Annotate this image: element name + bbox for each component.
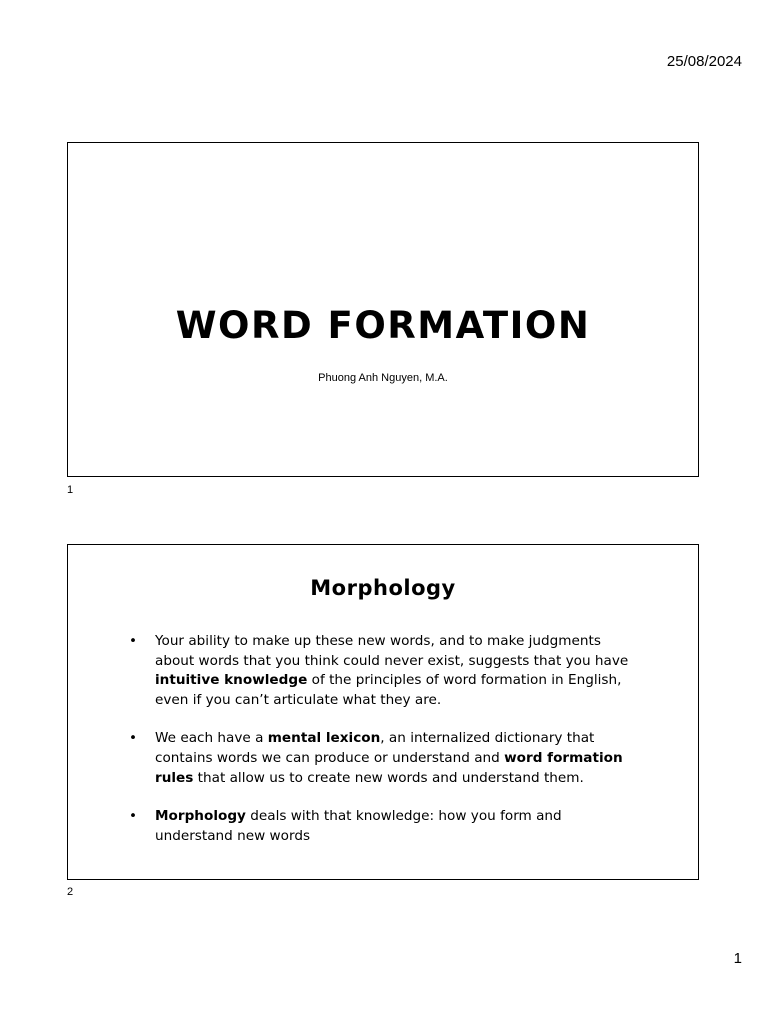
- date-header: 25/08/2024: [666, 53, 742, 70]
- bold-term: Morphology: [155, 808, 246, 825]
- slide-1: [67, 142, 699, 477]
- bullet-marker: •: [129, 730, 138, 747]
- bold-term: mental lexicon: [267, 730, 381, 747]
- slide-title: WORD FORMATION: [175, 304, 591, 347]
- bold-term: intuitive knowledge: [155, 672, 308, 689]
- page-number: 1: [733, 950, 742, 967]
- slide-2: [67, 544, 699, 880]
- slide-subtitle-author: Phuong Anh Nguyen, M.A.: [318, 372, 448, 384]
- bullet-text: Morphology deals with that knowledge: how you form and understand new words: [155, 808, 562, 844]
- bullet-marker: •: [129, 633, 138, 649]
- bullet-list: [126, 632, 636, 865]
- bullet-marker: •: [129, 808, 138, 825]
- bold-term: word formation rules: [155, 749, 623, 786]
- slide-title: Morphology: [310, 576, 456, 600]
- bullet-text: Your ability to make up these new words, and to make judgments about words that you think could never exist, suggests that you have intuitive knowledge of the principles of word formation in English, even if you can’t articulate what they are.: [155, 633, 629, 708]
- bullet-item: [126, 632, 636, 710]
- slide-number: 2: [67, 886, 74, 898]
- slide-number: 1: [67, 484, 74, 496]
- bullet-item: [126, 807, 636, 846]
- bullet-item: [126, 729, 636, 788]
- bullet-text: We each have a mental lexicon, an internalized dictionary that contains words we can produce or understand and word formation rules that allow us to create new words and understand them.: [155, 730, 623, 786]
